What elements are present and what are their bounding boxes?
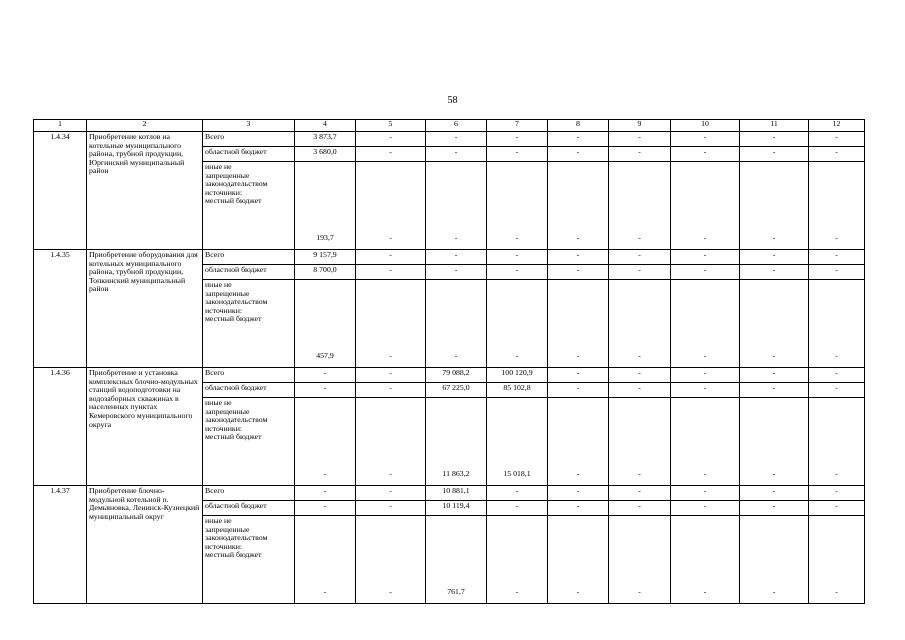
item-number: 1.4.36 <box>34 368 87 486</box>
value-cell: 3 680,0 <box>295 147 356 162</box>
funding-source: иные не запрещенные законодательством источники: местный бюджет <box>203 280 295 368</box>
value-cell: - <box>356 162 426 250</box>
value-cell: - <box>487 147 548 162</box>
table-row <box>34 368 865 383</box>
value-cell: - <box>740 516 809 604</box>
value-cell: - <box>609 280 671 368</box>
value-cell: - <box>487 280 548 368</box>
value-cell: - <box>671 398 740 486</box>
value-cell: - <box>548 486 609 501</box>
value-cell: - <box>671 147 740 162</box>
column-header: 2 <box>87 120 203 132</box>
table-row <box>34 486 865 501</box>
value-cell: - <box>548 398 609 486</box>
value-cell: - <box>809 265 865 280</box>
funding-source: Всего <box>203 132 295 147</box>
value-cell: - <box>295 398 356 486</box>
item-name: Приобретение котлов на котельные муниципального района, трубной продукции, Юргинский муниципальный район <box>87 132 203 250</box>
value-cell: - <box>609 147 671 162</box>
value-cell: - <box>609 265 671 280</box>
table-row <box>34 132 865 147</box>
funding-source: Всего <box>203 250 295 265</box>
value-cell: - <box>740 162 809 250</box>
item-name: Приобретение блочно-модульной котельной п. Демьяновка, Ленинск-Кузнецкий муниципальный округ <box>87 486 203 604</box>
header-row <box>34 120 865 132</box>
value-cell: - <box>548 147 609 162</box>
funding-source: областной бюджет <box>203 265 295 280</box>
column-header: 8 <box>548 120 609 132</box>
value-cell: - <box>809 398 865 486</box>
value-cell: - <box>548 132 609 147</box>
item-number: 1.4.34 <box>34 132 87 250</box>
value-cell: - <box>356 368 426 383</box>
value-cell: - <box>609 132 671 147</box>
value-cell: 10 119,4 <box>426 501 487 516</box>
value-cell: 79 088,2 <box>426 368 487 383</box>
value-cell: - <box>809 132 865 147</box>
value-cell: - <box>356 250 426 265</box>
value-cell: - <box>356 383 426 398</box>
value-cell: 761,7 <box>426 516 487 604</box>
value-cell: - <box>487 132 548 147</box>
column-header: 1 <box>34 120 87 132</box>
value-cell: - <box>548 368 609 383</box>
value-cell: 193,7 <box>295 162 356 250</box>
value-cell: - <box>671 516 740 604</box>
value-cell: 8 700,0 <box>295 265 356 280</box>
value-cell: - <box>487 162 548 250</box>
value-cell: - <box>426 265 487 280</box>
value-cell: - <box>609 383 671 398</box>
funding-source: областной бюджет <box>203 501 295 516</box>
value-cell: - <box>426 132 487 147</box>
value-cell: - <box>295 501 356 516</box>
value-cell: - <box>487 250 548 265</box>
value-cell: - <box>671 280 740 368</box>
value-cell: - <box>609 250 671 265</box>
value-cell: - <box>426 162 487 250</box>
value-cell: 85 102,8 <box>487 383 548 398</box>
value-cell: - <box>671 486 740 501</box>
value-cell: - <box>426 250 487 265</box>
value-cell: - <box>809 162 865 250</box>
value-cell: - <box>740 265 809 280</box>
value-cell: - <box>356 265 426 280</box>
value-cell: - <box>356 501 426 516</box>
value-cell: 15 018,1 <box>487 398 548 486</box>
value-cell: - <box>740 486 809 501</box>
value-cell: - <box>809 250 865 265</box>
value-cell: - <box>740 398 809 486</box>
column-header: 10 <box>671 120 740 132</box>
value-cell: - <box>356 280 426 368</box>
value-cell: - <box>426 147 487 162</box>
value-cell: - <box>487 516 548 604</box>
value-cell: - <box>548 162 609 250</box>
value-cell: - <box>295 368 356 383</box>
value-cell: - <box>740 368 809 383</box>
value-cell: - <box>356 132 426 147</box>
value-cell: - <box>809 501 865 516</box>
value-cell: - <box>487 486 548 501</box>
value-cell: - <box>548 250 609 265</box>
value-cell: - <box>671 368 740 383</box>
funding-source: иные не запрещенные законодательством источники: местный бюджет <box>203 162 295 250</box>
column-header: 3 <box>203 120 295 132</box>
value-cell: - <box>609 501 671 516</box>
value-cell: - <box>295 383 356 398</box>
value-cell: - <box>356 516 426 604</box>
value-cell: - <box>809 486 865 501</box>
funding-source: Всего <box>203 486 295 501</box>
value-cell: - <box>548 516 609 604</box>
value-cell: - <box>609 162 671 250</box>
item-name: Приобретение и установка комплексных блочно-модульных станций водоподготовки на водозаборных скважинах в населенных пунктах Кемеровского муниципального округа <box>87 368 203 486</box>
value-cell: - <box>548 383 609 398</box>
funding-source: Всего <box>203 368 295 383</box>
value-cell: - <box>740 250 809 265</box>
value-cell: - <box>548 280 609 368</box>
value-cell: - <box>609 516 671 604</box>
table-row <box>34 250 865 265</box>
value-cell: 3 873,7 <box>295 132 356 147</box>
funding-source: областной бюджет <box>203 383 295 398</box>
value-cell: - <box>295 486 356 501</box>
column-header: 5 <box>356 120 426 132</box>
value-cell: 100 120,9 <box>487 368 548 383</box>
value-cell: - <box>487 265 548 280</box>
value-cell: - <box>809 147 865 162</box>
value-cell: 457,9 <box>295 280 356 368</box>
value-cell: - <box>671 265 740 280</box>
budget-table <box>33 119 865 604</box>
column-header: 12 <box>809 120 865 132</box>
value-cell: - <box>740 132 809 147</box>
value-cell: 9 157,9 <box>295 250 356 265</box>
value-cell: - <box>740 147 809 162</box>
value-cell: - <box>609 368 671 383</box>
value-cell: - <box>671 383 740 398</box>
value-cell: - <box>809 516 865 604</box>
value-cell: - <box>809 368 865 383</box>
value-cell: - <box>356 398 426 486</box>
funding-source: иные не запрещенные законодательством источники: местный бюджет <box>203 398 295 486</box>
value-cell: - <box>548 265 609 280</box>
value-cell: 67 225,0 <box>426 383 487 398</box>
value-cell: 10 881,1 <box>426 486 487 501</box>
value-cell: - <box>740 383 809 398</box>
funding-source: иные не запрещенные законодательством источники: местный бюджет <box>203 516 295 604</box>
funding-source: областной бюджет <box>203 147 295 162</box>
value-cell: - <box>548 501 609 516</box>
value-cell: - <box>671 162 740 250</box>
value-cell: - <box>809 383 865 398</box>
value-cell: - <box>487 501 548 516</box>
item-name: Приобретение оборудования для котельных муниципального района, трубной продукции, Топкинский муниципальный район <box>87 250 203 368</box>
value-cell: - <box>809 280 865 368</box>
value-cell: - <box>671 501 740 516</box>
column-header: 9 <box>609 120 671 132</box>
item-number: 1.4.37 <box>34 486 87 604</box>
value-cell: - <box>671 132 740 147</box>
column-header: 6 <box>426 120 487 132</box>
value-cell: - <box>740 280 809 368</box>
column-header: 7 <box>487 120 548 132</box>
value-cell: - <box>609 398 671 486</box>
value-cell: - <box>671 250 740 265</box>
value-cell: - <box>740 501 809 516</box>
column-header: 4 <box>295 120 356 132</box>
value-cell: - <box>295 516 356 604</box>
value-cell: - <box>356 486 426 501</box>
value-cell: - <box>426 280 487 368</box>
column-header: 11 <box>740 120 809 132</box>
page-number: 58 <box>447 95 458 106</box>
item-number: 1.4.35 <box>34 250 87 368</box>
value-cell: - <box>609 486 671 501</box>
value-cell: - <box>356 147 426 162</box>
value-cell: 11 863,2 <box>426 398 487 486</box>
